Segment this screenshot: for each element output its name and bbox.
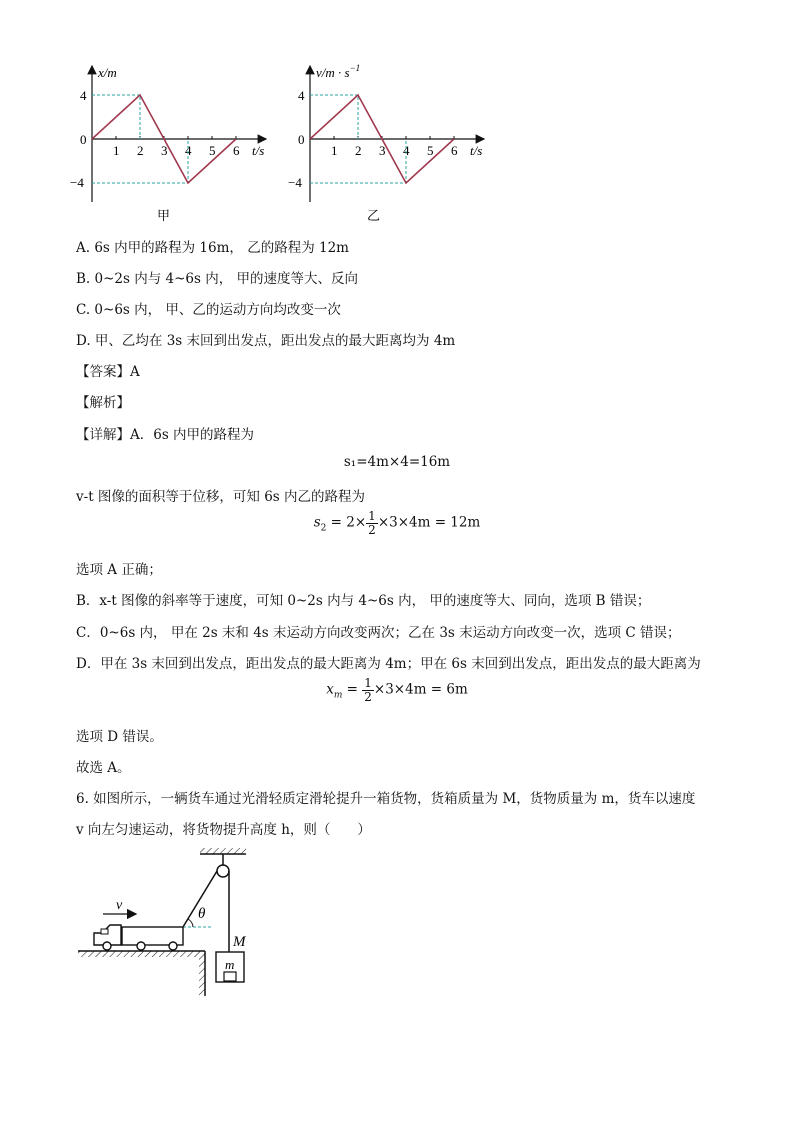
vt-area-text: v-t 图像的面积等于位移，可知 6s 内乙的路程为 (76, 489, 366, 505)
question-6-line2: v 向左匀速运动，将货物提升高度 h，则（ ） (76, 822, 371, 838)
xt-xtick-label: 6 (233, 143, 240, 158)
xt-y-axis-label: x/m (98, 65, 117, 80)
vt-xtick-label: 6 (451, 143, 458, 158)
vt-xtick-label: 1 (331, 143, 338, 158)
option-c: C. 0~6s 内， 甲、乙的运动方向均改变一次 (76, 302, 341, 318)
option-a: A. 6s 内甲的路程为 16m， 乙的路程为 12m (76, 240, 349, 256)
equation-s1: s₁=4m×4=16m (343, 454, 451, 470)
cliff-hatch (199, 957, 205, 996)
xt-xtick-label: 1 (113, 143, 120, 158)
pulley-icon (217, 865, 229, 877)
truck-icon (94, 925, 183, 950)
angle-label: θ (198, 906, 206, 922)
equation-xm: $x_m$ = $\frac{1}{2}$ ×3×4m = 6m (326, 676, 468, 704)
option-b: B. 0~2s 内与 4~6s 内， 甲的速度等大、反向 (76, 271, 359, 287)
explain-d: D．甲在 3s 末回到出发点，距出发点的最大距离为 4m；甲在 6s 末回到出发点，距出发点的最大距离为 (76, 656, 701, 672)
vt-ytick-4: 4 (298, 88, 305, 103)
box-label: M (233, 934, 246, 950)
vt-xtick-label: 4 (403, 143, 410, 158)
explain-c: C．0~6s 内， 甲在 2s 末和 4s 末运动方向改变两次；乙在 3s 末运动方向改变一次，选项 C 错误； (76, 625, 681, 641)
xt-xtick-label: 3 (161, 143, 168, 158)
equation-s2: $s_2 = 2\times$ $\frac{1}{2}$ ×3×4m = 12m (313, 509, 481, 537)
vt-caption: 乙 (367, 208, 381, 223)
xt-xtick-label: 4 (185, 143, 192, 158)
ground-hatch (78, 951, 205, 957)
motion-graphs (0, 0, 794, 230)
question-6-line1: 6. 如图所示，一辆货车通过光滑轻质定滑轮提升一箱货物，货箱质量为 M，货物质量为 m，货车以速度 (76, 791, 696, 807)
truck-pulley-figure (0, 840, 794, 1010)
vt-y-axis-label: $v/m \cdot s^{-1}$ (316, 63, 361, 80)
option-d: D. 甲、乙均在 3s 末回到出发点，距出发点的最大距离均为 4m (76, 333, 456, 349)
cargo-m (224, 972, 236, 981)
xt-ytick-0: 0 (80, 132, 87, 147)
answer: 【答案】A (76, 364, 140, 380)
xt-caption: 甲 (157, 208, 171, 223)
vt-graph (288, 63, 484, 223)
xt-xtick-label: 2 (137, 143, 144, 158)
explain-b: B．x-t 图像的斜率等于速度，可知 0~2s 内与 4~6s 内， 甲的速度等大、同向，选项 B 错误； (76, 593, 651, 609)
xt-xtick-label: 5 (209, 143, 216, 158)
detail-intro: 【详解】A．6s 内甲的路程为 (76, 427, 255, 443)
option-d-wrong: 选项 D 错误。 (76, 729, 163, 745)
vt-x-axis-label: t/s (470, 143, 483, 158)
ceiling-hatch (200, 848, 246, 854)
vt-xtick-label: 5 (427, 143, 434, 158)
xt-graph (70, 65, 266, 223)
vt-ytick-0: 0 (298, 132, 305, 147)
cargo-label: m (225, 957, 235, 972)
xt-x-axis-label: t/s (252, 143, 265, 158)
angle-arc (188, 919, 193, 927)
option-a-correct: 选项 A 正确； (76, 562, 162, 578)
vt-ytick-neg4: −4 (288, 175, 302, 190)
velocity-label: v (116, 898, 123, 913)
analysis-heading: 【解析】 (76, 395, 130, 411)
xt-ytick-4: 4 (80, 88, 87, 103)
conclusion: 故选 A。 (76, 760, 131, 776)
vt-xtick-label: 2 (355, 143, 362, 158)
xt-ytick-neg4: −4 (70, 175, 84, 190)
vt-xtick-label: 3 (379, 143, 386, 158)
